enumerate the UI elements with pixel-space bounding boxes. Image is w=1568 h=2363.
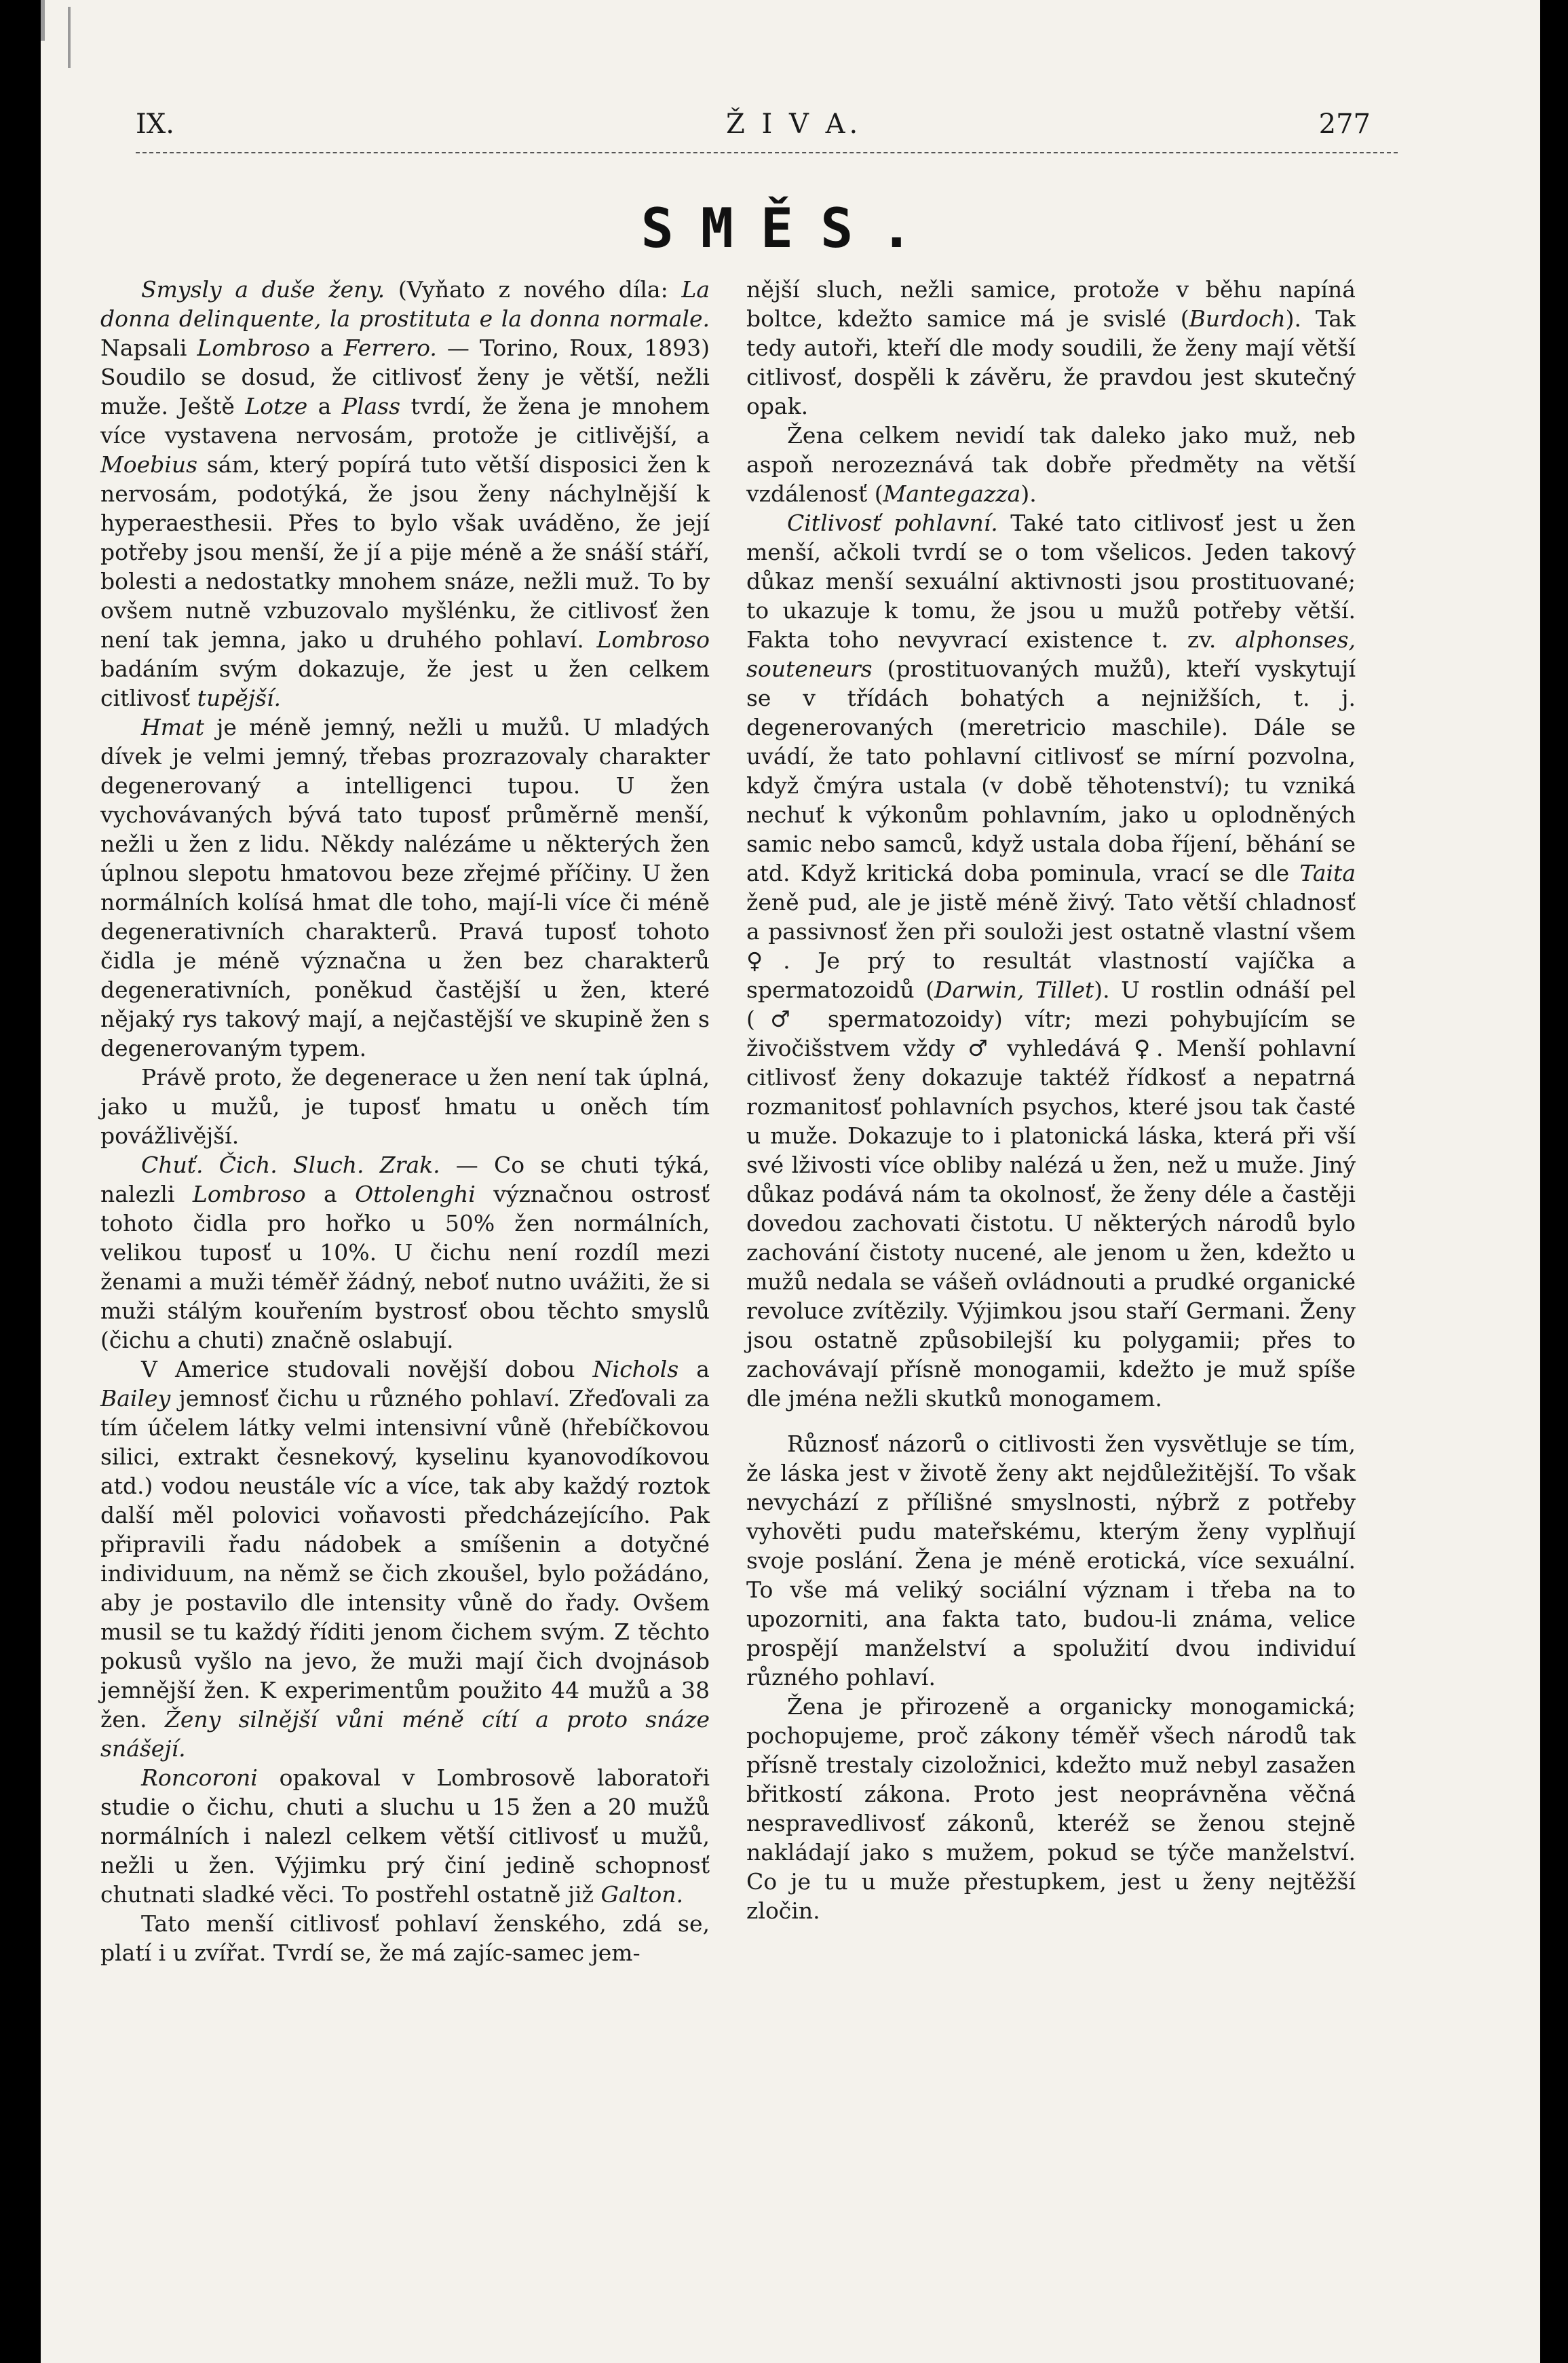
paragraph — [746, 1692, 1356, 1925]
paragraph — [746, 275, 1356, 421]
italic-span: Bailey — [100, 1385, 171, 1412]
paragraph — [100, 713, 710, 1063]
journal-title: Ž I V A. — [726, 109, 862, 140]
italic-span: Lombroso — [197, 335, 311, 361]
paragraph — [100, 1763, 710, 1909]
text-span: Tato menší citlivosť pohlaví ženského, zdá se, platí i u zvířat. Tvrdí se, že má zajíc-samec jem- — [100, 1910, 710, 1966]
italic-span: Ženy silnější vůni méně cítí a proto snáze snášejí. — [100, 1706, 710, 1762]
scan-edge-mark — [41, 0, 45, 41]
italic-span: Lombroso — [596, 626, 710, 653]
paragraph — [746, 1429, 1356, 1692]
italic-span: alphonses, souteneurs — [746, 626, 1356, 682]
right-column — [746, 275, 1356, 1925]
text-span: a — [310, 335, 344, 361]
scan-edge-mark — [68, 7, 71, 68]
text-span: tvrdí, že žena je mnohem více vystavena nervosám, protože je citlivější, a — [100, 393, 710, 449]
text-span: (Vyňato z nového díla: — [385, 276, 682, 303]
italic-span: La donna delinquente, la prostituta e la donna normale. — [100, 276, 710, 332]
text-span: Právě proto, že degenerace u žen není tak úplná, jako u mužů, je tuposť hmatu u oněch tím povážlivější. — [100, 1064, 710, 1149]
text-span: badáním svým dokazuje, že jest u žen celkem citlivosť — [100, 656, 710, 711]
italic-span: Burdoch — [1189, 305, 1286, 332]
text-span: V Americe studovali novější dobou — [141, 1356, 593, 1382]
text-span: ). U rostlin odnáší pel (♂ spermatozoidy) vítr; mezi pohybujícím se živočišstvem vždy ♂ vyhledává ♀. Menší pohlavní citlivosť ženy dokazuje taktéž řídkosť a nepatrná rozmanitosť pohlavních psychos, které jsou tak časté u muže. Dokazuje to i platonická láska, která při vší své lživosti více obliby nalézá u žen, než u muže. Jiný důkaz podává nám ta okolnosť, že ženy déle a častěji dovedou zachovati čistotu. U některých národů bylo zachování čistoty nucené, ale jenom u žen, kdežto u mužů nedala se vášeň ovládnouti a prudké organické revoluce zvítězily. Výjimkou jsou staří Germani. Ženy jsou ostatně způsobilejší ku polygamii; přes to zachovávají přísně monogamii, kdežto je muž spíše dle jména nežli skutků monogamem. — [746, 977, 1356, 1412]
italic-span: Darwin, Tillet — [934, 977, 1094, 1003]
text-span: ). Tak tedy autoři, kteří dle mody soudili, že ženy mají větší citlivosť, dospěli k závěru, že pravdou jest skutečný opak. — [746, 305, 1356, 419]
page-number: 277 — [1318, 109, 1371, 140]
text-span: opakoval v Lombrosově laboratoři studie o čichu, chuti a sluchu u 15 žen a 20 mužů normálních i nalezl celkem větší citlivosť u mužů, nežli u žen. Výjimku prý činí jedině schopnosť chutnati sladké věci. To postřehl ostatně již — [100, 1764, 710, 1908]
text-span: Také tato citlivosť jest u žen menší, ačkoli tvrdí se o tom všelicos. Jeden takový důkaz menší sexuální aktivnosti jsou prostituované; to ukazuje k tomu, že jsou u mužů potřeby větší. Fakta toho nevyvrací existence t. zv. — [746, 510, 1356, 653]
text-span: jemnosť čichu u různého pohlaví. Zřeďovali za tím účelem látky velmi intensivní vůně (hřebíčkovou silici, extrakt česnekový, kyselinu kyanovodíkovou atd.) vodou neustále víc a více, tak aby každý roztok další měl polovici voňavosti předcházejícího. Pak připravili řadu nádobek a smíšenin a dotyčné individuum, na němž se čich zkoušel, bylo požádáno, aby je postavilo dle intensity vůně do řady. Ovšem musil se tu každý říditi jenom čichem svým. Z těchto pokusů vyšlo na jevo, že muži mají čich dvojnásob jemnější žen. K experimentům použito 44 mužů a 38 žen. — [100, 1385, 710, 1733]
text-span: a — [307, 393, 342, 419]
text-span: Žena celkem nevidí tak daleko jako muž, neb aspoň nerozeznává tak dobře předměty na větší vzdálenosť ( — [746, 422, 1356, 507]
italic-span: Roncoroni — [141, 1764, 258, 1791]
italic-span: Lombroso — [192, 1181, 306, 1207]
text-span: — Torino, Roux, 1893) Soudilo se dosud, že citlivosť ženy je větší, nežli muže. Ještě — [100, 335, 710, 419]
text-span: sám, který popírá tuto větší disposici žen k nervosám, podotýká, že jsou ženy náchylnější k hyperaesthesii. Přes to bylo však uváděno, že její potřeby jsou menší, že jí a pije méně a že snáší stáří, bolesti a nedostatky mnohem snáze, nežli muž. To by ovšem nutně vzbuzovalo myšlénku, že citlivosť žen není tak jemna, jako u druhého pohlaví. — [100, 451, 710, 653]
paragraph — [100, 1355, 710, 1763]
text-span: a — [305, 1181, 356, 1207]
italic-span: Moebius — [100, 451, 198, 478]
paragraph — [100, 1063, 710, 1150]
paragraph — [746, 508, 1356, 1413]
italic-span: Ferrero. — [343, 335, 437, 361]
italic-span: Hmat — [141, 714, 205, 740]
italic-span: Taita — [1299, 860, 1356, 886]
volume-number: IX. — [136, 109, 174, 140]
italic-span: Ottolenghi — [355, 1181, 476, 1207]
text-span: význačnou ostrosť tohoto čidla pro hořko u 50% žen normálních, velikou tuposť u 10%. U čichu není rozdíl mezi ženami a muži téměř žádný, neboť nutno uvážiti, že si muži stálým kouřením bystrosť obou těchto smyslů (čichu a chuti) značně oslabují. — [100, 1181, 710, 1353]
italic-span: Lotze — [245, 393, 308, 419]
italic-span: Nichols — [592, 1356, 679, 1382]
section-title: SMĚS. — [640, 197, 940, 260]
running-header — [136, 109, 1371, 149]
header-rule — [136, 152, 1398, 153]
text-span: je méně jemný, nežli u mužů. U mladých dívek je velmi jemný, třebas prozrazovaly charakter degenerovaný a intelligenci tupou. U žen vychovávaných bývá tato tuposť průměrně menší, nežli u žen z lidu. Někdy nalézáme u některých žen úplnou slepotu hmatovou beze zřejmé příčiny. U žen normálních kolísá hmat dle toho, mají-li více či méně degenerativních charakterů. Pravá tuposť tohoto čidla je méně význačna u žen bez charakterů degenerativních, poněkud častější u žen, které nějaký rys takový mají, a nejčastější ve skupině žen s degenerovaným typem. — [100, 714, 710, 1061]
left-column — [100, 275, 710, 1967]
article-title: Smysly a duše ženy. — [141, 276, 385, 303]
text-span: nější sluch, nežli samice, protože v běhu napíná boltce, kdežto samice má je svislé ( — [746, 276, 1356, 332]
italic-span: Mantegazza — [883, 480, 1021, 507]
text-span: ). — [1020, 480, 1037, 507]
paragraph — [746, 421, 1356, 508]
text-span: (prostituovaných mužů), kteří vyskytují se v třídách bohatých a nejnižších, t. j. degenerovaných (meretricio maschile). Dále se uvádí, že tato pohlavní citlivosť se mírní pozvolna, když čmýra ustala (v době těhotenství); tu vzniká nechuť k výkonům pohlavním, jako u oplodněných samic nebo samců, když ustala doba říjení, běhání se atd. Když kritická doba pominula, vrací se dle — [746, 656, 1356, 886]
text-span: — Co se chuti týká, nalezli — [100, 1152, 710, 1207]
text-span: a — [678, 1356, 710, 1382]
paragraph — [100, 1909, 710, 1967]
text-span: Napsali — [100, 335, 197, 361]
journal-page — [41, 0, 1540, 2363]
text-span: Různosť názorů o citlivosti žen vysvětluje se tím, že láska jest v životě ženy akt nejdůležitější. To však nevychází z přílišné smyslnosti, nýbrž z potřeby vyhověti pudu mateřskému, kterým ženy vyplňují svoje poslání. Žena je méně erotická, více sexuální. To vše má veliký sociální význam i třeba na to upozorniti, ana fakta tato, budou-li známa, velice prospějí manželství a spolužití dvou individuí různého pohlaví. — [746, 1431, 1356, 1690]
text-span: ženě pud, ale je jistě méně živý. Tato větší chladnosť a passivnosť žen při souloži jest ostatně vlastní všem ♀. Je prý to resultát vlastností vajíčka a spermatozoidů ( — [746, 889, 1356, 1003]
italic-span: Galton. — [600, 1881, 683, 1908]
italic-span: Plass — [341, 393, 401, 419]
italic-span: tupější. — [197, 685, 281, 711]
paragraph — [100, 1150, 710, 1355]
text-span: Žena je přirozeně a organicky monogamická; pochopujeme, proč zákony téměř všech národů tak přísně trestaly cizoložnici, kdežto muž nebyl zasažen břitkostí zákona. Proto jest neoprávněna věčná nespravedlivosť zákonů, kteréž se ženou stejně nakládají jako s mužem, pokud se týče manželství. Co je tu u muže přestupkem, jest u ženy nejtěžší zločin. — [746, 1693, 1356, 1924]
paragraph — [100, 275, 710, 713]
italic-span: Chuť. Čich. Sluch. Zrak. — [141, 1152, 440, 1178]
italic-span: Citlivosť pohlavní. — [787, 510, 998, 536]
